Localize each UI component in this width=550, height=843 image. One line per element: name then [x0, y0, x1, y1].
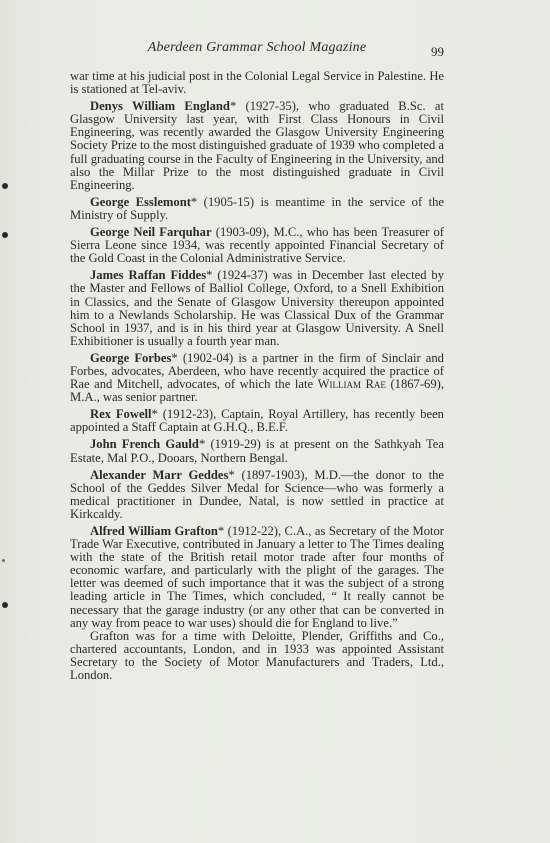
person-name: George Forbes [90, 350, 172, 365]
entry-grafton [70, 525, 444, 630]
person-name: Alexander Marr Geddes [90, 467, 229, 482]
paragraph-text: * (1912-22), C.A., as Secretary of the Motor Trade War Executive, contributed in January a letter to The Times dealing with the state of the British retail motor trade after four months of economic warfare, and particularly with the plight of the garages. The letter was deemed of such importance that it was the subject of a strong leading article in The Times, which concluded, “ It really cannot be necessary that the garage industry (or any other that can be converted in any way from peace to war uses) should die for England to live.” [70, 524, 444, 630]
person-name: Alfred William Grafton [90, 524, 218, 538]
entry-esslemont [70, 196, 444, 222]
binding-hole-icon [2, 183, 8, 189]
paragraph-text: * (1912-23), Captain, Royal Artillery, has recently been appointed a Staff Captain at G.H.Q., B.E.F. [70, 407, 444, 435]
page-header [70, 40, 444, 60]
paragraph-continuation [70, 70, 444, 96]
person-name: Denys William England [90, 99, 230, 114]
entry-grafton-continued [70, 630, 444, 682]
paper-speck [2, 559, 5, 562]
paragraph-text: * (1919-29) is at present on the Sathkyah Tea Estate, Mal P.O., Dooars, Northern Bengal. [70, 437, 444, 465]
person-name: John French Gauld [90, 437, 199, 452]
entry-fiddes [70, 269, 444, 348]
binding-hole-icon [2, 232, 8, 238]
person-name: Rex Fowell [90, 407, 152, 422]
entry-gauld [70, 438, 444, 464]
page-number: 99 [431, 44, 444, 59]
person-name: George Esslemont [90, 194, 191, 209]
referenced-name: William Rae [317, 377, 386, 392]
paragraph-text: * (1905-15) is meantime in the service of the Ministry of Supply. [70, 194, 444, 222]
entry-fowell [70, 408, 444, 434]
paragraph-text: (1903-09), M.C., who has been Treasurer of Sierra Leone since 1934, was recently appointed Financial Secretary of the Gold Coast in the Colonial Administrative Service. [70, 225, 444, 266]
person-name: James Raffan Fiddes [90, 268, 207, 283]
paragraph-text: Grafton was for a time with Deloitte, Plender, Griffiths and Co., chartered accountants, London, and in 1933 was appointed Assistant Secretary to the Society of Motor Manufacturers and Traders, Ltd., London. [70, 628, 444, 683]
paragraph-text: * (1927-35), who graduated B.Sc. at Glasgow University last year, with First Class Honours in Civil Engineering, was recently awarded the Glasgow University Engineering Society Prize to the most distinguished graduate of 1939 who completed a full graduating course in the Faculty of Engineering in the University, and also the Millar Prize to the most distinguished graduate in Civil Engineering. [70, 99, 444, 192]
paragraph-text: * (1924-37) was in December last elected by the Master and Fellows of Balliol College, Oxford, to a Snell Exhibition in Classics, and the Senate of Glasgow University thereupon appointed him to a Newlands Scholarship. He was Classical Dux of the Grammar School in 1937, and is in his third year at Glasgow University. A Snell Exhibitioner is usually a fourth year man. [70, 268, 444, 348]
paragraph-text: * (1902-04) is a partner in the firm of Sinclair and Forbes, advocates, Aberdeen, who have recently acquired the practice of Rae and Mitchell, advocates, of which the late [70, 350, 444, 392]
entry-forbes [70, 352, 444, 404]
running-title: Aberdeen Grammar School Magazine [147, 40, 367, 55]
binding-hole-icon [2, 602, 8, 608]
paragraph-text-tail: (1867-69), M.A., was senior partner. [70, 377, 444, 405]
paragraph-text: * (1897-1903), M.D.—the donor to the School of the Geddes Silver Medal for Science—who was formerly a medical practitioner in Dundee, Natal, is now settled in practice at Kirkcaldy. [70, 467, 444, 521]
entry-geddes [70, 469, 444, 521]
person-name: George Neil Farquhar [90, 225, 212, 240]
entry-farquhar [70, 226, 444, 265]
entry-england [70, 100, 444, 192]
paragraph-text: war time at his judicial post in the Colonial Legal Service in Palestine. He is stationed at Tel-aviv. [70, 69, 444, 97]
article-body [70, 70, 444, 686]
